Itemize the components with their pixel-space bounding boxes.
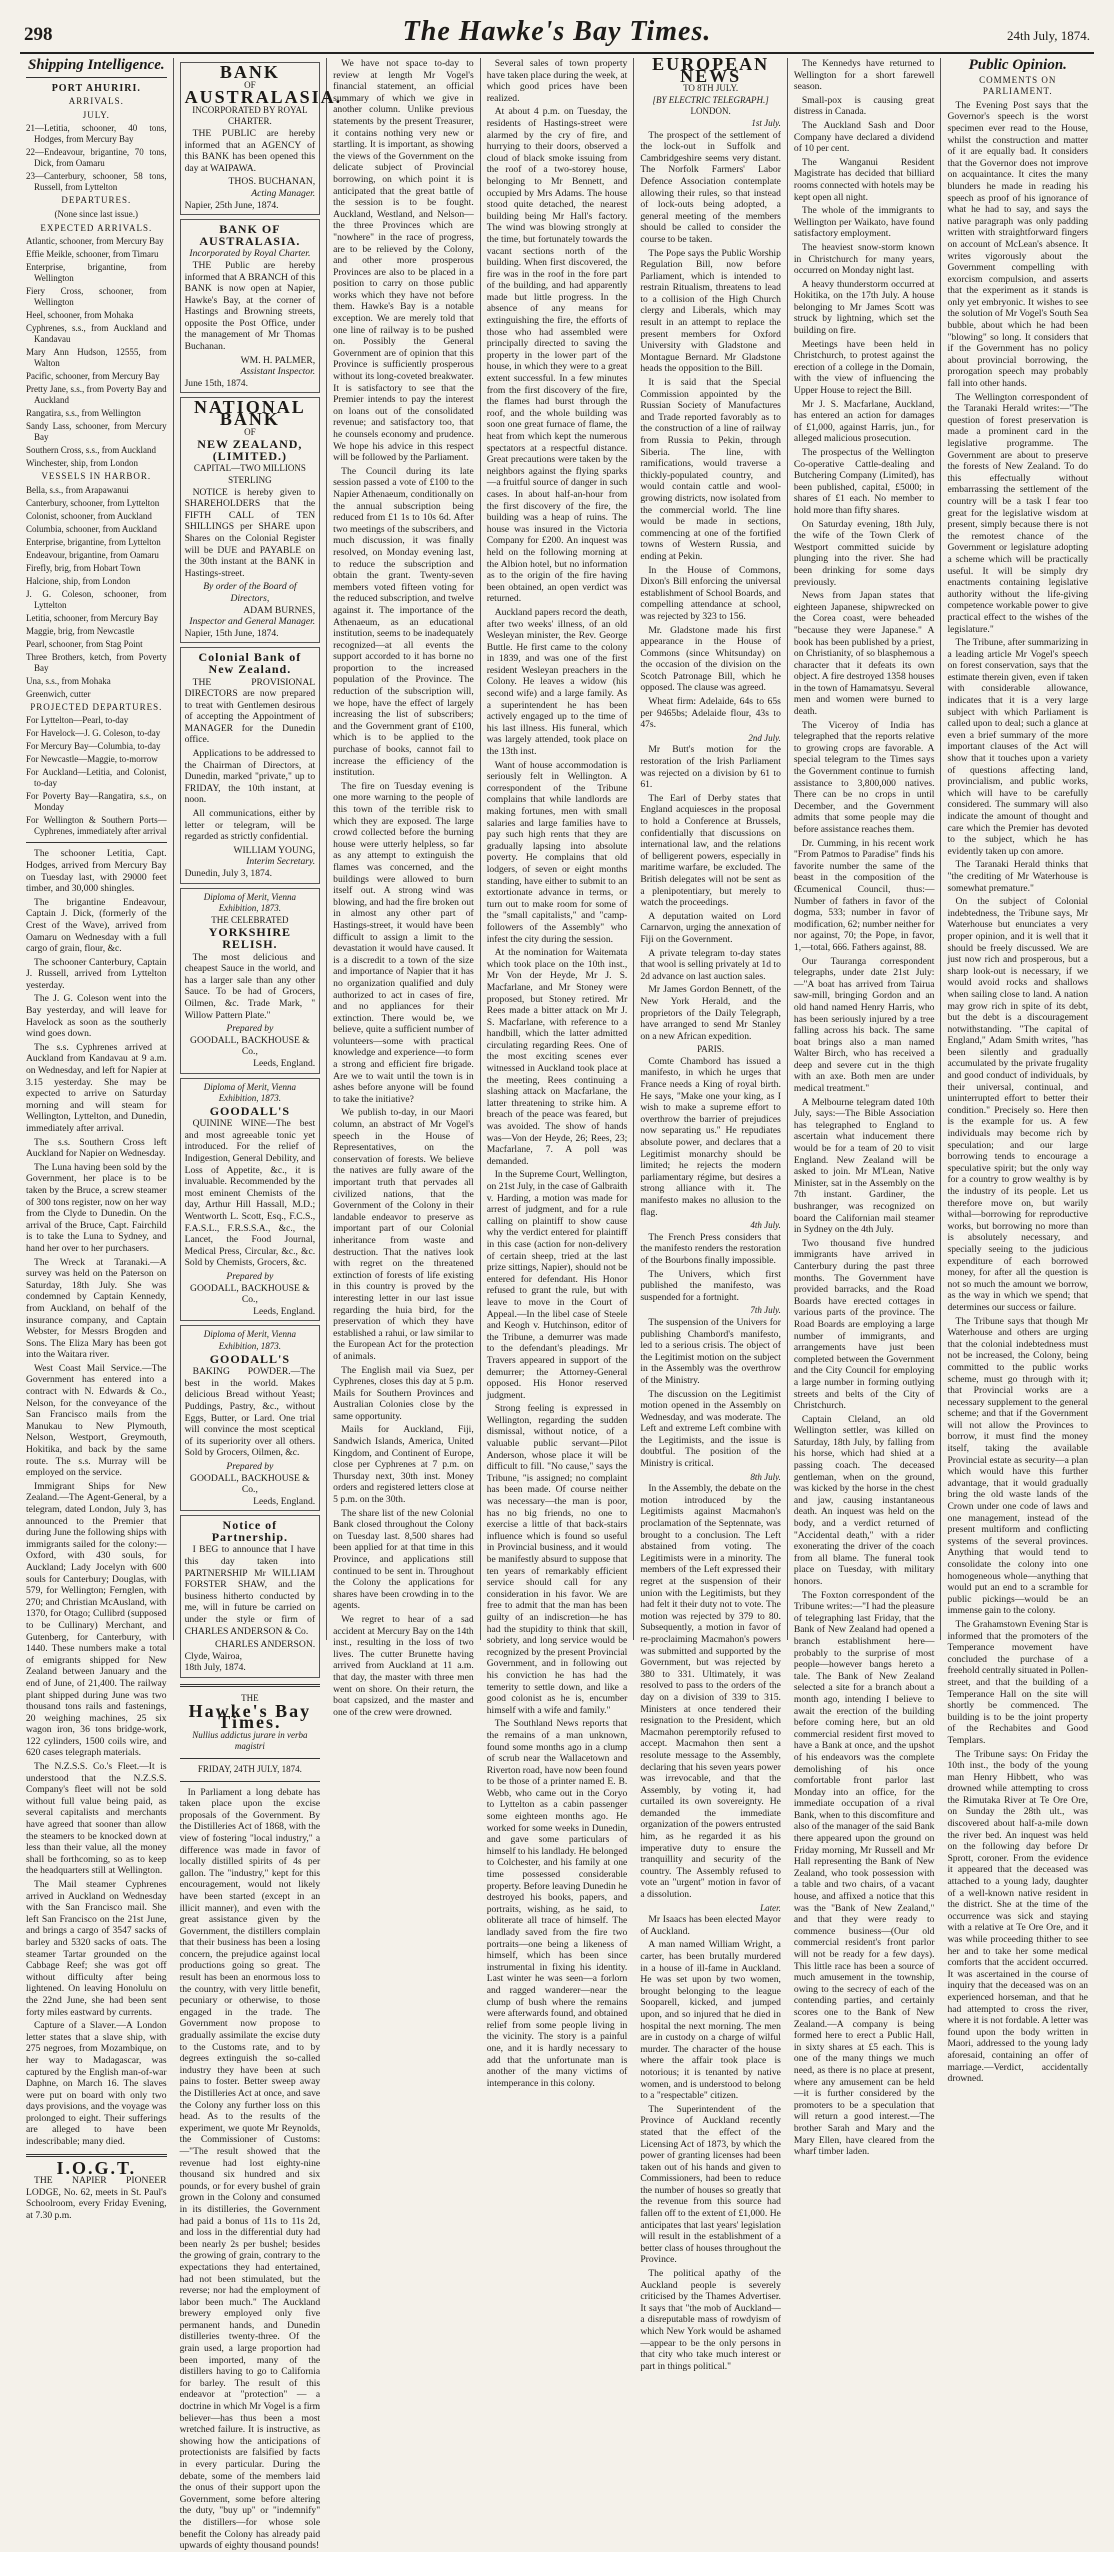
- expected-entry: Rangatira, s.s., from Wellington: [26, 408, 141, 419]
- european-news-body: [640, 130, 781, 2373]
- dateline: Later.: [760, 1902, 781, 1913]
- page-number: 298: [24, 24, 53, 45]
- shipping-paragraph: The brigantine Endeavour, Captain J. Dick, (formerly of the Crest of the Wave), arrived from Oamaru on Wednesday with a full cargo of grain, flour, &c.: [26, 896, 167, 955]
- expected-entry: Sandy Lass, schooner, from Mercury Bay: [26, 421, 167, 443]
- opinion-paragraph: On the subject of Colonial indebtedness, the Tribune says, Mr Waterhouse but enunciates a very proper opinion, and it is well that it should be freely discussed. We are just now rich and prosperous, but a sharp look-out is necessary, if we would avoid rocks and shallows when sailing close to land. A nation may grow rich in spite of its debt, but the debt is a discouragement notwithstanding. "The capital of England," Adam Smith writes, "has been silently and gradually accumulated by the private frugality and good conduct of individuals, by their universal, continual, and uninterrupted effort to better their condition." Precisely so. Here then is the example for us. A few individuals may become rich by speculation; and our large borrowing tends to encourage a speculative spirit; but the only way for a country to grow wealthy is by the industry of its people. Let us therefore move on, but warily withal—borrowing for reproductive works, but borrowing no more than is absolutely necessary, and specially seeing to the judicious expenditure of each borrowed money, for after all the question is not so much the amount we borrow, as the way in which we spend; that determines our success or failure.: [947, 896, 1089, 1313]
- ad-date: June 15th, 1874.: [184, 377, 249, 389]
- european-paragraph: Mr Butt's motion for the restoration of the Irish Parliament was rejected on a division by 61 to 61.: [640, 744, 781, 791]
- shipping-paragraph: The J. G. Coleson went into the Bay yesterday, and will leave for Havelock as soon as the southerly wind goes down.: [26, 993, 167, 1040]
- ad-title: YORKSHIRE RELISH.: [208, 925, 292, 951]
- harbour-entry: Canterbury, schooner, from Lyttelton: [26, 497, 160, 508]
- ad-of: OF: [244, 426, 256, 437]
- dateline: PARIS.: [697, 1044, 725, 1055]
- shipping-paragraph: The schooner Canterbury, Captain J. Russell, arrived from Lyttelton yesterday.: [26, 956, 167, 991]
- expected-heading: EXPECTED ARRIVALS.: [40, 222, 153, 233]
- expected-entry: Mary Ann Hudson, 12555, from Walton: [26, 347, 167, 369]
- dateline: 8th July.: [750, 1471, 781, 1482]
- projected-heading: PROJECTED DEPARTURES.: [30, 701, 163, 712]
- shipping-paragraph: West Coast Mail Service.—The Government has entered into a contract with N. Edwards & Co., Nelson, for the conveyance of the San Francisco mails from the Manukau to New Plymouth, Nelson, Westport, Greymouth, Hokitika, and back by the same route. The s.s. Murray will be employed on the service.: [26, 1362, 167, 1479]
- european-paragraph: The discussion on the Legitimist motion opened in the Assembly on Wednesday, and was moderate. The Left and extreme Left combine with the Legitimists, and the issue is doubtful. The position of the Ministry is critical.: [640, 1388, 781, 1470]
- ad-maker: GOODALL, BACKHOUSE & Co.,: [190, 1472, 310, 1496]
- ad-prepared: Prepared by: [226, 1271, 274, 1282]
- baking-powder-ad: [180, 1325, 321, 1511]
- editorial-motto: Nullius addictus jurare in verba magistri: [192, 1729, 308, 1752]
- european-paragraph: The Univers, which first published the manifesto, was suspended for a fortnight.: [640, 1268, 781, 1303]
- european-paragraph: Wheat firm: Adelaide, 64s to 65s per 9465bs; Adelaide flour, 43s to 47s.: [640, 696, 781, 731]
- news-paragraph: Small-pox is causing great distress in Canada.: [793, 94, 935, 118]
- dateline: 4th July.: [750, 1220, 781, 1231]
- partnership-notice: [180, 1515, 321, 1678]
- european-paragraph: The French Press considers that the manifesto renders the restoration of the Bourbons finally impossible.: [640, 1231, 781, 1266]
- shipping-news: [26, 848, 167, 2147]
- ad-diploma: Diploma of Merit, Vienna Exhibition, 1873.: [203, 1329, 297, 1351]
- local-paragraph: Strong feeling is expressed in Wellington, regarding the sudden dismissal, without notice, of a valuable public servant—Pilot Anderson, whose place it will be difficult to fill. "No cause," says the Tribune, "is assigned; no complaint has been made. Of course neither was necessary—the man is poor, has no big friends, no one to exercise a little of that back-stairs influence which is found so useful in Provincial business, and it would be manifestly absurd to suppose that ten years of remarkably efficient service should call for any consideration in his favor. We are free to admit that the man has been guilty of an indiscretion—he has had the stupidity to think that skill, sobriety, and long service would be recognized by the present Provincial Government, and in following out his conviction he has had the temerity to settle down, and like a good colonist as he is, encumber himself with a wife and family.": [486, 1403, 628, 1716]
- departures-note: (None since last issue.): [54, 208, 139, 219]
- ad-signer-role: Acting Manager.: [251, 187, 316, 199]
- ad-title: NATIONAL BANK: [194, 397, 306, 430]
- ad-title: Colonial Bank of New Zealand.: [198, 650, 302, 676]
- european-paragraph: Mr. Gladstone made his first appearance in the House of Commons (since Whitsunday) on the occasion of the division on the Scotch Patronage Bill, which he opposed. The clause was agreed.: [640, 624, 781, 694]
- ad-diploma: Diploma of Merit, Vienna Exhibition, 1873.: [203, 1081, 297, 1104]
- ad-date: Dunedin, July 3, 1874.: [184, 868, 272, 879]
- opinion-paragraph: The Tribune says that though Mr Waterhouse and others are urging that the colonial indebtedness must not be increased, the Colony, being committed to the public works scheme, must go through with it; that Provincial works are a necessary supplement to the general scheme; and that if the Government will not allow the Provinces to borrow, it must find the money itself, taking the available Provincial estate as security—a plan which would have this further advantage, that it would gradually bring the old waste lands of the Crown under one code of laws and one management, instead of the present multiform and conflicting systems of the several provinces. Anything that would tend to consolidate the colony into one homogeneous whole—anything that would put an end to a scramble for public pickings—would be an immense gain to the colony.: [947, 1315, 1089, 1617]
- news-paragraph: The heaviest snow-storm known in Christchurch for many years, occurred on Monday night last.: [793, 241, 935, 277]
- ad-prepared: Prepared by: [226, 1023, 274, 1035]
- expected-entry: Atlantic, schooner, from Mercury Bay: [26, 236, 164, 247]
- ad-signer: CHARLES ANDERSON.: [214, 1639, 316, 1651]
- departure-entry: For Poverty Bay—Rangatira, s.s., on Monday: [26, 791, 167, 813]
- ad-title: BANK: [219, 62, 280, 82]
- ad-signer-role: Assistant Inspector.: [240, 366, 316, 378]
- harbour-entry: Colonist, schooner, from Auckland: [26, 510, 152, 521]
- national-bank-ad: [180, 397, 321, 643]
- editorial-body: [180, 1787, 321, 2552]
- ad-place: Clyde, Wairoa,: [184, 1650, 242, 1662]
- harbour-entry: Enterprise, brigantine, from Lyttelton: [26, 536, 161, 547]
- issue-date: 24th July, 1874.: [1007, 28, 1090, 43]
- shipping-paragraph: The N.Z.S.S. Co.'s Fleet.—It is understood that the N.Z.S.S. Company's fleet will not be sold without full value being paid, as several capitalists and merchants have agreed that sooner than allow the steamers to be knocked down at less than their value, all the money shall be forthcoming, so as to keep the headquarters still at Wellington.: [26, 1761, 167, 1877]
- expected-entry: Fiery Cross, schooner, from Wellington: [26, 286, 167, 308]
- ad-date: 18th July, 1874.: [184, 1662, 246, 1674]
- european-paragraph: The Earl of Derby states that England acquiesces in the proposal to hold a Conference at Brussels, confidentially that discussions on international law, and the relations of belligerent powers, especially in maritime warfare, be excluded. The British delegates will not be sent as a plenipotentiary, but merely to watch the proceedings.: [640, 792, 781, 909]
- news-paragraph: The Wanganui Resident Magistrate has decided that billiard rooms connected with hotels may be kept open all night.: [793, 156, 935, 203]
- dateline: 7th July.: [750, 1305, 781, 1316]
- local-paragraph: The Southland News reports that the remains of a man unknown, found some months ago in a clump of scrub near the Wallacetown and Riverton road, have now been found to be those of a printer named E. B. Webb, who came out in the Coryo to Lyttelton as a cabin passenger some eighteen months ago. He worked for some weeks in Dunedin, and gave some particulars of himself to his landlady. He belonged to Colchester, and his family at one time possessed considerable property. Before leaving Dunedin he destroyed his books, papers, and portraits, wishing, as he said, to obliterate all trace of himself. The landlady saved from the fire two portraits—one being a likeness of himself, which has been since instrumental in fixing his identity. Last winter he was seen—a forlorn and ragged wanderer—near the clump of bush where the remains were afterwards found, and obtained relief from some people living in the vicinity. The story is a painful one, and it is hardly necessary to add that the unfortunate man is another of the many victims of intemperance in this colony.: [486, 1718, 628, 2089]
- yorkshire-relish-ad: [180, 888, 321, 1074]
- ad-body: I BEG to announce that I have this day taken into PARTNERSHIP Mr WILLIAM FORSTER SHAW, and the business hitherto conducted by me, will in future be carried on under the style or firm of CHARLES ANDERSON & Co.: [184, 1544, 316, 1637]
- ad-date: Napier, 15th June, 1874.: [184, 627, 279, 639]
- editorial-paragraph: The fire on Tuesday evening is one more warning to the people of this town of the terrible risk to which they are exposed. The large crowd collected before the burning house were utterly helpless, so far as any attempt to extinguish the flames was concerned, and the buildings were allowed to burn itself out. A strong wind was blowing, and had the fire broken out in almost any other part of Hastings-street, it would have been difficult to assign a limit to the devastation it would have caused. It is a discredit to a town of the size and importance of Napier that it has no organization qualified and duly authorized to act in cases of fire, and no appliances for their extinction. There would be, we believe, quite a sufficient number of volunteers—some with practical knowledge and experience—to form a strong and efficient fire brigade. Are we to wait until the town is in ashes before anyone will be found to take the initiative?: [333, 780, 474, 1105]
- local-paragraph: Want of house accommodation is seriously felt in Wellington. A correspondent of the Tribune complains that while landlords are making fortunes, men with small salaries and large families have to pay such high rents that they are gradually lapsing into absolute poverty. He complains that old lodgers, of seven or eight months standing, have either to submit to an extortionate advance in terms, or turn out to make room for some of the "small capitalists," and "camp-followers of the Assembly" who infest the city during the session.: [486, 759, 628, 945]
- ad-body-2: Applications to be addressed to the Chairman of Directors, at Dunedin, marked "private," up to FRIDAY, the 10th instant, at noon.: [184, 748, 316, 806]
- expected-entry: Cyphrenes, s.s., from Auckland and Kandavau: [26, 323, 167, 345]
- departure-entry: For Auckland—Letitia, and Colonist, to-day: [26, 767, 167, 789]
- departure-entry: For Newcastle—Maggie, to-morrow: [26, 754, 158, 765]
- ad-body: THE Public are hereby informed that A BRANCH of this BANK is now open at Napier, Hawke's Bay, at the corner of Hastings and Browning streets, opposite the Post Office, under the management of Mr Thomas Buchanan.: [184, 259, 316, 353]
- harbour-entry: Endeavour, brigantine, from Oamaru: [26, 549, 159, 560]
- harbour-entry: Three Brothers, ketch, from Poverty Bay: [26, 651, 167, 673]
- ad-signer: THOS. BUCHANAN,: [228, 176, 316, 188]
- expected-entry: Heel, schooner, from Mohaka: [26, 310, 134, 321]
- quinine-wine-ad: [180, 1078, 321, 1322]
- european-paragraph: The prospect of the settlement of the lock-out in Suffolk and Cambridgeshire seems very distant. The Norfolk Farmers' Labor Defence Association contemplate allowing their rules, so that instead of lock-outs being adopted, a general meeting of the members should be called to consider the course to be taken.: [640, 129, 781, 245]
- opinion-paragraph: The Wellington correspondent of the Taranaki Herald writes:—"The question of forest preservation is made a prominent card in the legislative programme. The Government are about to preserve the forests of New Zealand. To do this effectually without embarrassing the settlement of the country will be a task I fear too great for the legislative wisdom at present, simply because there is not the remotest chance of the Government or legislature adopting a scheme which will be practically useful. It will be simply dry enactments containing legislative authority without the life-giving competence workable power to give practical effect to the wishes of the legislature.": [947, 391, 1089, 635]
- iogt-text: THE NAPIER PIONEER LODGE, No. 62, meets in St. Paul's Schoolroom, every Friday Evening, at 7.30 p.m.: [26, 2175, 167, 2222]
- european-by: [BY ELECTRIC TELEGRAPH.]: [652, 94, 769, 105]
- ad-body: THE PUBLIC are hereby informed that an AGENCY of this BANK has been opened this day at WAIPAWA.: [184, 127, 316, 174]
- editorial-paragraph: The English mail via Suez, per Cyphrenes, closes this day at 5 p.m. Mails for Southern Provinces and Australian Colonies close by the same opportunity.: [333, 1364, 474, 1422]
- projected-list: [26, 715, 167, 837]
- editorial-paragraph: In Parliament a long debate has taken place upon the excise proposals of the Government. By the Distilleries Act of 1868, with the view of fostering "local industry," a difference was made in favor of locally distilled spirits of 4s per gallon. The "industry," kept for this encouragement, would not likely have been started (except in an illicit manner), and even with the great assistance given by the Government, the distillers complain that their business has been a losing concern, the prejudice against local productions going so great. The result has been an enormous loss to the country, with very little benefit, pecuniary or otherwise, to those engaged in the trade. The Government now propose to gradually assimilate the excise duty to the Customs rate, and to by degrees extinguish the so-called industry they have been at such pains to foster. Better sweep away the Distilleries Act at once, and save the Colony any further loss on this head. As to the results of the experiment, we quote Mr Reynolds, the Commissioner of Customs:—"The result showed that the revenue had lost eighty-nine thousand six hundred and six pounds, or for every bushel of grain grown in the Colony and consumed in its distilleries, the Government had paid a bonus of 11s to 11s 2d, and loss in the differential duty had been nearly 2s per bushel; besides the growing of grain, contrary to the expectations they had entertained, had not been stimulated, but the reverse; nor had the employment of labor been much." The Auckland brewery employed only five permanent hands, and Dunedin distilleries twenty-three. Of the grain used, a large proportion had been imported, many of the distillers having to go to California for barley. The result of this endeavor at "protection" — a doctrine in which Mr Vogel is a firm believer—has thus been a most wretched failure. It is instructive, as showing how the anticipations of protectionists are falsified by facts in every particular. During the debate, some of the members laid the onus of their support upon the Government, some before altering the duty, "buy up" or "indemnify" the distillers—for whose sole benefit the Colony has already paid upwards of eighty thousand pounds!: [179, 1786, 321, 2552]
- ad-celebrated: THE CELEBRATED: [211, 914, 289, 925]
- departure-entry: For Lyttelton—Pearl, to-day: [26, 715, 129, 726]
- news-paragraph: Mr J. S. Macfarlane, Auckland, has entered an action for damages of £1,000, against Harris, jun., for alleged malicious prosecution.: [793, 398, 935, 445]
- shipping-paragraph: The Luna having been sold by the Government, her place is to be taken by the Bruce, a screw steamer of 300 tons register, now on her way from the Clyde to Dunedin. On the arrival of the Bruce, Capt. Fairchild is to take the Luna to Sydney, and hand her over to her purchasers.: [26, 1161, 167, 1254]
- local-paragraph: At the nomination for Waitemata which took place on the 10th inst., Mr Von der Heyde, Mr J. S. Macfarlane, and Mr Stoney were proposed, but Stoney retired. Mr Rees made a bitter attack on Mr J. S. Macfarlane, with reference to a handbill, which the latter admitted circulating regarding Rees. One of the most exciting scenes ever witnessed in Auckland took place at the meeting, Rees continuing a slashing attack on Macfarlane, the latter threatening to strike him. A breach of the peace was feared, but was avoided. The show of hands was—Von der Heyde, 26; Rees, 23; Macfarlane, 7. A poll was demanded.: [486, 947, 628, 1167]
- columns: [20, 54, 1094, 2552]
- european-date: 1st July.: [751, 117, 781, 128]
- expected-list: [26, 236, 167, 469]
- news-paragraph: The Auckland Sash and Door Company have declared a dividend of 10 per cent.: [793, 119, 935, 155]
- ad-title: GOODALL'S: [209, 1103, 291, 1118]
- ad-prepared: Prepared by: [226, 1460, 274, 1472]
- european-paragraph: Comte Chambord has issued a manifesto, in which he urges that France needs a King of royal birth. He says, "Make one your king, as I wish to make a supreme effort to overthrow the barrier of prejudices now separating us." He repudiates absolute power, and declares that a Legitimist monarchy should be limited; he rejects the modern parliamentary régime, but desires a strong alliance with it. The manifesto makes no allusion to the flag.: [640, 1055, 781, 1218]
- iogt-title: I.O.G.T.: [56, 2157, 137, 2178]
- harbour-entry: Una, s.s., from Mohaka: [26, 675, 111, 686]
- ad-by-order: By order of the Board of Directors,: [203, 581, 297, 604]
- bank-australasia-branch-ad: [180, 219, 321, 393]
- news-paragraph: The prospectus of the Wellington Co-operative Cattle-dealing and Butchering Company (Limited), has been published, capital, £5000; in shares of £1 each. No member to hold more than fifty shares.: [793, 447, 935, 516]
- european-paragraph: It is said that the Special Commission appointed by the Russian Society of Manufactures and Trade reported favorably as to the construction of a line of railway from Russia to Pekin, through Siberia. The line, with ramifications, would traverse a thickly-populated country, and would contain cattle and wool-growing districts, now isolated from the commercial world. The line would be made in sections, commencing at one of the fortified towns of Western Russia, and ending at Pekin.: [640, 377, 781, 562]
- european-paragraph: The Superintendent of the Province of Auckland recently stated that the effect of the Licensing Act of 1873, by which the power of granting licenses had been taken out of his hands and given to Commissioners, had been to reduce the number of houses so greatly that the revenue from this source had fallen off to the extent of £1,000. He anticipates that last years' legislation will result in the establishment of a better class of houses throughout the Province.: [640, 2103, 781, 2266]
- misc-news: [794, 58, 935, 2158]
- european-paragraph: In the House of Commons, Dixon's Bill enforcing the universal establishment of School Boards, and compelling attendance at school, was rejected by 323 to 156.: [640, 564, 781, 622]
- news-paragraph: The whole of the immigrants to Wellington per Waikato, have found satisfactory employment.: [793, 205, 935, 240]
- ad-capital: CAPITAL—TWO MILLIONS STERLING: [193, 463, 306, 485]
- month-label: JULY.: [82, 109, 110, 120]
- ad-title: Notice of Partnership.: [211, 1518, 289, 1544]
- opinion-paragraph: The Grahamstown Evening Star is informed that the promoters of the Temperance movement have concluded the purchase of a freehold centrally situated in Pollen-street, and that the building of a Temperance Hall on the site will shortly be commenced. The building is to be the joint property of the Rechabites and Good Templars.: [947, 1618, 1089, 1746]
- editorial-paragraph: The Council during its late session passed a vote of £100 to the Napier Athenaeum, conditionally on the annual subscription being reduced from £1 1s to 10s 6d. After two meetings of the subscribers, and much discussion, it was finally resolved, on Monday evening last, to reduce the subscription and obtain the grant. Twenty-seven members voted fifteen voting for the reduced subscription, and twelve against it. The importance of the Athenaeum, as an educational institution, seems to be inadequately recognized—at all events the support accorded to it has borne no proportion to the increased population of the Province. The reduction of the subscription will, we hope, have the effect of largely increasing the list of subscribers; and the Government grant of £100, which is to be applied to the purchase of books, cannot fail to increase the efficiency of the institution.: [333, 465, 474, 779]
- european-paragraph: The Pope says the Public Worship Regulation Bill, now before Parliament, which is intended to restrain Ritualism, threatens to lead to a collision of the High Church clergy and Liberals, which may result in an attempt to replace the present members for Oxford University with Gladstone and Montague Bernard. Mr Gladstone heads the opposition to the Bill.: [640, 247, 781, 375]
- shipping-paragraph: The Mail steamer Cyphrenes arrived in Auckland on Wednesday with the San Francisco mail. She left San Francisco on the 21st June, and brings a cargo of 3547 sacks of barley and 5320 sacks of oats. The steamer Tartar grounded on the Cabbage Reef; she was got off without difficulty after being lightened. On leaving Honolulu on the 22nd June, she had been sent forty miles eastward by currents.: [26, 1879, 167, 2018]
- shipping-paragraph: The Wreck at Taranaki.—A survey was held on the Paterson on Saturday, 18th July. She was condemned by Captain Kennedy, from Auckland, on behalf of the insurance company, and Captain Webster, for Messrs Brogden and Sons. The Eliza Mary has been got into the Waitara river.: [26, 1256, 167, 1361]
- editorial-date: FRIDAY, 24TH JULY, 1874.: [197, 1763, 302, 1774]
- ad-body: BAKING POWDER.—The best in the world. Makes delicious Bread without Yeast; Puddings, Pastry, &c., without Eggs, Butter, or Lard. One trial will convince the most sceptical of its superiority over all others. Sold by Grocers, Oilmen, &c.: [184, 1366, 316, 1459]
- opinion-paragraph: The Evening Post says that the Governor's speech is the worst specimen ever read to the House, whilst the construction and matter of it are equally bad. It considers that the Governor does not improve on acquaintance. It cites the many blunders he made in reading his speech as proof of his ignorance of what he had to say, and says the native paragraph was only padding written with straightforward fingers on account of McLean's absence. It writes vigorously about the Government compelling with exorcism compulsion, and asserts that the experiment as it stands is only yet embryonic. It wishes to see the solution of Mr Vogel's South Sea bubble, about which he had been "blowing" so long. It considers that if the Government has no policy about provincial borrowing, the prorogation speech may probably fall into other hands.: [947, 99, 1089, 390]
- european-subtitle: TO 8TH JULY.: [683, 83, 739, 94]
- editorial-the: THE: [241, 1693, 259, 1703]
- harbour-entry: J. G. Coleson, schooner, from Lyttelton: [26, 588, 167, 610]
- ad-body: NOTICE is hereby given to SHAREHOLDERS that the FIFTH CALL of TEN SHILLINGS per SHARE upon Shares on the Colonial Register will be DUE and PAYABLE on the 30th instant at the BANK in Hastings-street.: [184, 486, 316, 579]
- news-paragraph: News from Japan states that eighteen Japanese, shipwrecked on the Corea coast, were beheaded "because they were Japanese." A book has been published by a priest, on Christianity, of so blasphemous a character that it defeats its own object. A fire destroyed 1358 houses in the town of Hamamatsyu. Several men and women were burned to death.: [793, 590, 935, 718]
- shipping-heading: Shipping Intelligence.: [27, 57, 165, 73]
- public-opinion-body: [947, 100, 1088, 2085]
- ad-signer-role: Interim Secretary.: [246, 856, 316, 868]
- ad-signer: WM. H. PALMER,: [240, 354, 316, 366]
- ad-title: GOODALL'S: [209, 1351, 291, 1366]
- european-paragraph: A man named William Wright, a carter, has been brutally murdered in a house of ill-fame in Auckland. He was set upon by two women, brought belonging to the league Sooparell, kicked, and jumped upon, and so injured that he died in hospital the next morning. The men are in custody on a charge of wilful murder. The character of the house where the affair took place is notorious; it is tenanted by native women, and is understood to belong to a "respectable" citizen.: [640, 1939, 781, 2102]
- public-opinion-heading: Public Opinion.: [968, 57, 1067, 73]
- expected-entry: Effie Meikle, schooner, from Timaru: [26, 249, 159, 260]
- harbour-entry: Halcione, ship, from London: [26, 575, 131, 586]
- news-paragraph: The Viceroy of India has telegraphed that the reports relative to growing crops are favorable. A special telegram to the Times says the Government continue to furnish assistance to 3,800,000 natives. There can be no crops in until December, and the Government admits that some people may die before assistance reaches them.: [793, 719, 935, 835]
- arrivals-list: [26, 123, 167, 193]
- opinion-paragraph: The Tribune says: On Friday the 10th inst., the body of the young man Henry Hibbett, who was drowned while attempting to cross the Rimutaka River at Te Ore Ore, on Sunday the 28th ult., was discovered about half-a-mile down the river bed. An inquest was held on the following day before Dr Sprott, coroner. From the evidence it appeared that the deceased was attached to a young lady, daughter of a well-known native resident in the district. She at the time of the occurrence was sick and staying with a relative at Te Ore Ore, and it was while proceeding thither to see her and to take her some medical comforts that the accident occurred. It was ascertained in the course of inquiry that the deceased was on an experienced horseman, and that he had attempted to cross the river, where it is not fordable. A letter was found upon the body written in Maori, addressed to the young lady aforesaid, containing an offer of marriage.—Verdict, accidentally drowned.: [947, 1748, 1089, 2085]
- ad-signer: WILLIAM YOUNG,: [233, 844, 316, 856]
- departure-entry: For Mercury Bay—Columbia, to-day: [26, 741, 161, 752]
- arrival-entry: 23—Canterbury, schooner, 58 tons, Russell, from Lyttelton: [26, 171, 167, 193]
- departures-heading: DEPARTURES.: [61, 195, 132, 206]
- column-public-opinion: [941, 57, 1094, 2085]
- ad-city: Leeds, England.: [253, 1495, 316, 1507]
- shipping-paragraph: The s.s. Southern Cross left Auckland for Napier on Wednesday.: [26, 1136, 167, 1160]
- column-local-news: [481, 58, 635, 2089]
- european-paragraph: Mr James Gordon Bennett, of the New York Herald, and the proprietors of the Daily Telegraph, have arranged to send Mr Stanley on a new African expedition.: [640, 984, 781, 1042]
- dateline: 2nd July.: [748, 732, 781, 743]
- news-paragraph: A Melbourne telegram dated 10th July, says:—The Bible Association has telegraphed to England to ascertain what inducement there would be for a team of 20 to visit England. New Zealand will be asked to join. Mr M'Lean, Native Minister, sat in the Assembly on the 7th instant. Gardiner, the bushranger, was recognized on board the Californian mail steamer in Sydney on the 4th July.: [793, 1096, 935, 1236]
- expected-entry: Pretty Jane, s.s., from Poverty Bay and Auckland: [26, 384, 167, 406]
- news-paragraph: The Foxton correspondent of the Tribune writes:—"I had the pleasure of telegraphing last Friday, that the Bank of New Zealand had opened a branch establishment here—probably to the surprise of most people—however bangs hereto a tale. The Bank of New Zealand selected a site for a branch about a month ago, intending I believe to await the erection of the building before coming here, but an old commercial resident first moved to have a Bank at once, and the upshot of his endeavors was the complete demolishing of his once comfortable front parlor last Monday into an office, for the immediate occupation of a rival Bank, when to this discomfiture and also of the manager of the said Bank there appeared upon the ground on Friday morning, Mr Russell and Mr Hall representing the Bank of New Zealand, who took possession with a table and two chairs, of a vacant house, and affixed a notice that this was the "Bank of New Zealand," and that they were ready to commence business—(Our old commercial resident's front parlor will not be ready for a few days). This little race has been a source of much amusement in the township, owing to the secrecy of each of the contending parties, and certainly scores one to the Bank of New Zealand.—A company is being formed here to erect a Public Hall, in sixty shares at £5 each. This is one of the many things we much need, as there is no place at present, where any amusement can be held—it is further considered by the promoters to be a speculation that will return a good interest.—The brother Sarah and Mary and the Mary Ellen, have cleared from the wharf timber laden.: [793, 1589, 935, 2158]
- news-paragraph: A heavy thunderstorm occurred at Hokitika, on the 17th July. A house belonging to Mr James Scott was struck by lightning, which set the building on fire.: [793, 278, 935, 337]
- harbour-entry: Bella, s.s., from Arapawanui: [26, 484, 129, 495]
- local-news: [487, 58, 628, 2089]
- news-paragraph: Dr. Cumming, in his recent work "From Patmos to Paradise" finds his favorite number the same of the beast in the composition of the Œcumenical Council, thus:—Number of fathers in favor of the dogma, 533; number in favor of modification, 62; number neither for nor against, 70; the Pope, in favor, 1,—total, 666. Fathers against, 88.: [793, 837, 935, 953]
- ad-incorporated: Incorporated by Royal Charter.: [189, 248, 311, 260]
- editorial-paragraph: We publish to-day, in our Maori column, an abstract of Mr Vogel's speech in the House of Representatives, on the conservation of forests. We believe the natives are fully aware of the important truth that pervades all civilized nations, that the Government of the Colony in their landable endeavor to preserve as important part of our Colonial inheritance from waste and destruction. That the natives look with regret on the threatened extinction of forests of life existing in this country is proved by the interesting letter in our last issue regarding the huia bird, for the preservation of which they have established a rahui, or law similar to the European Act for the protection of animals.: [333, 1107, 474, 1362]
- ad-title-2: NEW ZEALAND, (LIMITED.): [197, 437, 303, 463]
- ad-signer-role: Inspector and General Manager.: [189, 616, 316, 628]
- harbour-entry: Pearl, schooner, from Stag Point: [26, 638, 143, 649]
- arrival-entry: 22—Endeavour, brigantine, 70 tons, Dick, from Oamaru: [26, 147, 167, 169]
- local-paragraph: At about 4 p.m. on Tuesday, the residents of Hastings-street were alarmed by the cry of fire, and hurrying to their doors, observed a cloud of black smoke issuing from the roof of a two-storey house, belonging to Mr Bennett, and occupied by Mrs Adams. The house stood quite detached, the nearest building being Mr Hall's factory. The wind was blowing strongly at the time, but fortunately towards the vacant sections north of the building. When first discovered, the fire was in the roof in the fore part of the building, and had apparently made but little progress. In the absence of any means for extinguishing the fire, the efforts of those who had assembled were principally directed to saving the property in the lower part of the house, in which they were to a great extent successful. In a few minutes from the first discovery of the fire, the flames had burst through the roof, and the whole building was soon one great furnace of flame, the heat from which kept the numerous spectators at a respectful distance. Great precautions were taken by the neighbors against the flying sparks—a fruitful source of danger in such cases. In about half-an-hour from the first discovery of the fire, the building was a heap of ruins. The house was insured in the Victoria Company for £200. An inquest was held on the following morning at the Albion hotel, but no information as to the origin of the fire having been obtained, an open verdict was returned.: [486, 106, 628, 605]
- newspaper-page: [20, 16, 1094, 2552]
- ad-incorporated: INCORPORATED BY ROYAL CHARTER.: [192, 104, 308, 127]
- news-paragraph: Captain Cleland, an old Wellington settler, was killed on Saturday, 18th July, by falling from his horse, which had shied at a passing coach. The deceased gentleman, when on the ground, was kicked by the horse in the chest and jaw, causing instantaneous death. An inquest was held on the body, and a verdict returned of "Accidental death," with a rider exonerating the driver of the coach from all blame. The funeral took place on Tuesday, with military honors.: [793, 1413, 935, 1587]
- news-paragraph: Meetings have been held in Christchurch, to protest against the erection of a college in the Domain, with the view of influencing the Upper House to reject the Bill.: [793, 338, 935, 397]
- column-european-news: [634, 54, 788, 2372]
- ad-date: Napier, 25th June, 1874.: [184, 199, 279, 211]
- ad-body: The most delicious and cheapest Sauce in the world, and has a larger sale than any other Sauce. To be had of Grocers, Oilmen, &c. Trade Mark, " Willow Pattern Plate.": [184, 951, 316, 1021]
- harbour-entry: Firefly, brig, from Hobart Town: [26, 562, 141, 573]
- ad-body: QUININE WINE—The best and most agreeable tonic yet introduced. For the relief of Indigestion, General Debility, and Loss of Appetite, &c., it is invaluable. Recommended by the most eminent Chemists of the day, Arthur Hill Hassall, M.D.; Wentworth L. Scott, Esq., F.C.S., F.A.S.L., F.R.S.S.A., &c., the Lancet, the Food Journal, Medical Press, Circular, &c., &c. Sold by Chemists, Grocers, &c.: [184, 1118, 316, 1269]
- public-opinion-sub: COMMENTS ON PARLIAMENT.: [979, 74, 1057, 97]
- ad-city: Leeds, England.: [253, 1305, 316, 1317]
- editorial-continued: [333, 58, 474, 1718]
- harbour-heading: VESSELS IN HARBOR.: [41, 471, 152, 482]
- colonial-bank-ad: [180, 647, 321, 883]
- column-editorial: [327, 58, 481, 1718]
- ad-diploma: Diploma of Merit, Vienna Exhibition, 1873.: [203, 891, 297, 914]
- harbour-list: [26, 485, 167, 700]
- ad-of: OF: [244, 79, 256, 90]
- local-paragraph: Several sales of town property have taken place during the week, at which good prices have been realized.: [486, 58, 628, 104]
- shipping-paragraph: The schooner Letitia, Capt. Hodges, arrived from Mercury Bay on Tuesday last, with 29000 feet timber, and 30,000 shingles.: [26, 848, 167, 895]
- editorial-paragraph: We have not space to-day to review at length Mr Vogel's financial statement, an official summary of which we give in another column. Unlike previous statements by the present Treasurer, it contains nothing very new or startling. It is important, as showing the views of the Government on the delicate subject of Provincial borrowing, on which point it is anticipated that the great battle of the session is to be fought. Auckland, Westland, and Nelson—the three Provinces which are "nowhere" in the race of progress, are to be relieved by the Colony, and other more prosperous Provinces are also to be placed in a position to carry on those public works which they have not before them. Hawke's Bay is a notable exception. We are merely told that one line of railway is to be pushed on. Possibly the General Government are of opinion that this Province is sufficiently prosperous without its long-coveted breakwater. It is satisfactory to see that the Premier intends to pay the interest on loans out of the consolidated revenue; and satisfactory too, that he counsels economy and prudence. We hope his advice in this respect will be followed by the Parliament.: [333, 58, 474, 464]
- ad-signer: ADAM BURNES,: [243, 604, 316, 616]
- newspaper-title: The Hawke's Bay Times.: [402, 16, 712, 47]
- european-paragraph: Mr Isaacs has been elected Mayor of Auckland.: [640, 1914, 781, 1937]
- bank-australasia-ad: [180, 62, 343, 215]
- shipping-paragraph: Immigrant Ships for New Zealand.—The Agent-General, by a telegram, dated London, July 3, has announced to the Premier that during June the following ships with immigrants sailed for the colony:—Oxford, with 430 souls, for Auckland; Lady Jocelyn with 600 souls for Canterbury; Douglas, with 579, for Wellington; Fernglen, with 270; and Christian McAusland, with 1370, for Otago; Cullibrd (supposed to be Cullinary) Merchant, and Gutenberg, for Canterbury, with 1440. These numbers make a total of emigrants shipped for New Zealand between January and the end of June, of 21,400. The railway plant shipped during June was two thousand tons rails and fastenings, 20 weighing machines, 25 six wagon iron, 36 tons bridge-work, 122 cylinders, 1500 coils wire, and 620 cases telegraph materials.: [26, 1480, 167, 1759]
- news-paragraph: Two thousand five hundred immigrants have arrived in Canterbury during the past three months. The Government have provided barracks, and the Road Boards have erected cottages in various parts of the province. The Road Boards are employing a large number of immigrants, and arrangements have just been completed between the Government and the City Council for employing a large number in forming outlying streets and belts of the City of Christchurch.: [793, 1237, 935, 1412]
- opinion-paragraph: The Taranaki Herald thinks that "the crediting of Mr Waterhouse is somewhat premature.": [947, 859, 1089, 894]
- editorial-paragraph: The share list of the new Colonial Bank closed throughout the Colony on Tuesday last. 8,500 shares had been applied for at that time in this Province, and applications still continued to be sent in. Throughout the Colony the applications for shares have been crowding in to the agents.: [333, 1507, 474, 1612]
- ad-maker: GOODALL, BACKHOUSE & Co.,: [190, 1034, 310, 1058]
- harbour-entry: Letitia, schooner, from Mercury Bay: [26, 612, 159, 623]
- news-paragraph: On Saturday evening, 18th July, the wife of the Town Clerk of Westport committed suicide by plunging into the river. She had been drinking for some days previously.: [793, 518, 935, 588]
- news-paragraph: Our Tauranga correspondent telegraphs, under date 21st July:—"A boat has arrived from Tairua saw-mill, bringing Gordon and an old hand named Henry Harris, who has been seriously injured by a tree falling across his back. The same boat brings also a man named Walter Birch, who has received a deep and severe cut in the thigh with an axe. Both men are under medical treatment.": [793, 955, 935, 1095]
- news-paragraph: The Kennedys have returned to Wellington for a short farewell season.: [793, 58, 935, 93]
- harbour-entry: Maggie, brig, from Newcastle: [26, 625, 135, 636]
- departure-entry: For Wellington & Southern Ports—Cyphrenes, immediately after arrival: [26, 815, 167, 837]
- expected-entry: Southern Cross, s.s., from Auckland: [26, 445, 156, 456]
- arrival-entry: 21—Letitia, schooner, 40 tons, Hodges, from Mercury Bay: [26, 123, 167, 145]
- ad-body-3: All communications, either by letter or telegram, will be regarded as strictly confidential.: [184, 808, 316, 843]
- column-shipping: [20, 57, 174, 2222]
- ad-city: Leeds, England.: [253, 1057, 316, 1069]
- expected-entry: Winchester, ship, from London: [26, 458, 139, 469]
- european-paragraph: The suspension of the Univers for publishing Chambord's manifesto, led to a serious crisis. The object of the Legitimist motion on the subject in the Assembly was the overthrow of the Ministry.: [640, 1316, 781, 1386]
- harbour-entry: Columbia, schooner, from Auckland: [26, 523, 157, 534]
- masthead: [20, 16, 1094, 54]
- european-paragraph: A private telegram to-day states that wool is selling privately at 1d to 2d advance on last auction sales.: [640, 947, 781, 982]
- departure-entry: For Havelock—J. G. Coleson, to-day: [26, 728, 161, 739]
- shipping-paragraph: The s.s. Cyphrenes arrived at Auckland from Kandavau at 9 a.m. on Wednesday, and left for Napier at 3.15 yesterday. She may be expected to arrive on Saturday morning and will steam for Wellington, Lyttelton, and Dunedin, immediately after arrival.: [26, 1041, 167, 1134]
- arrivals-heading: ARRIVALS.: [68, 96, 124, 107]
- european-paragraph: The political apathy of the Auckland people is severely criticised by the Thames Advertiser. It says that "the mob of Auckland—a disreputable mass of rowdyism of which New York would be ashamed—appear to be the only persons in that city who take much interest or part in things political.": [640, 2268, 781, 2372]
- local-paragraph: Auckland papers record the death, after two weeks' illness, of an old Wesleyan minister, the Rev. George Buttle. He first came to the colony in 1839, and was one of the first resident Wesleyan preachers in the Colony. He leaves a widow (his second wife) and a large family. As a superintendent he has been actively engaged up to the time of his last illness. His funeral, which was largely attended, took place on the 13th inst.: [486, 606, 628, 758]
- expected-entry: Pacific, schooner, from Mercury Bay: [26, 371, 160, 382]
- editorial-paragraph: Mails for Auckland, Fiji, Sandwich Islands, America, United Kingdom, and Continent of Europe, close per Cyphrenes at 7 p.m. on Thursday next, 30th inst. Money orders and registered letters close at 5 p.m. on the 30th.: [333, 1424, 474, 1506]
- column-misc-news: [788, 58, 942, 2158]
- editorial-masthead: Hawke's Bay Times.: [188, 1700, 312, 1733]
- european-paragraph: In the Assembly, the debate on the motion introduced by the Legitimists against Macmahon's proclamation of the Septennate, was brought to a conclusion. The Left abstained from voting. The Legitimists were in a minority. The members of the Left expressed their regret at the suspension of their union with the Legitimists, but they had felt it their duty not to vote. The motion was rejected by 379 to 80. Subsequently, a motion in favor of re-proclaiming Macmahon's powers was submitted and supported by the Government, but was rejected by 380 to 331. Ultimately, it was resolved to pass to the orders of the day on a division of 339 to 315. Ministers at once tendered their resignation to the President, which Macmahon peremptorily refused to accept. Macmahon then sent a resolute message to the Assembly, declaring that his seven years power was irrevocable, and that the Assembly, by voting it, had curtailed its own sovereignty. He demanded the immediate organization of the powers entrusted him, as he regarded it as his imperative duty to ensure the tranquillity and security of the country. The Assembly refused to vote an "urgent" motion in favor of a dissolution.: [640, 1483, 781, 1901]
- ad-maker: GOODALL, BACKHOUSE & Co.,: [190, 1282, 310, 1306]
- column-ads: [174, 58, 343, 2552]
- ad-title-2: AUSTRALASIA.: [184, 87, 343, 108]
- european-place: LONDON.: [690, 106, 731, 117]
- expected-entry: Enterprise, brigantine, from Wellington: [26, 262, 167, 284]
- opinion-paragraph: The Tribune, after summarizing in a leading article Mr Vogel's speech on forest conservation, says that the estimate therein given, even if taken with considerable allowance, indicates that it is a very large subject with which Parliament is called upon to deal; such a glance at even a brief summary of the more important clauses of the Act will show that it touches upon a variety of questions affecting land, provincialism, and public works, which will have to be carefully considered. The summary will also indicate the amount of thought and care which the Premier has devoted to the subject, which he has evidently taken up con amore.: [947, 637, 1089, 857]
- ad-body: THE PROVISIONAL DIRECTORS are now prepared to treat with Gentlemen desirous of accepting the Appointment of MANAGER for the Dunedin office.: [184, 676, 316, 746]
- harbour-entry: Greenwich, cutter: [26, 688, 91, 699]
- local-paragraph: In the Supreme Court, Wellington, on 21st July, in the case of Galbraith v. Harding, a motion was made for arrest of judgment, and for a rule calling on plaintiff to show cause why the verdict entered for plaintiff in this case (action for non-delivery of certain sheep, tried at the last prize sittings, Napier), should not be entered for defendant. His Honor refused to grant the rule, but with leave to move in the Court of Appeal.—In the libel case of Steele and Keogh v. Hutchinson, editor of the Tribune, a demurrer was made to the defendant's pleadings. Mr Travers appeared in support of the demurrer; the Attorney-General opposed. His Honor reserved judgment.: [486, 1169, 628, 1401]
- editorial-paragraph: We regret to hear of a sad accident at Mercury Bay on the 14th inst., resulting in the loss of two lives. The cutter Brunette having arrived from Auckland at 11 a.m. that day, the master with three men went on shore. On their return, the boat capsized, and the master and one of the crew were drowned.: [333, 1613, 474, 1718]
- port-heading: PORT AHURIRI.: [51, 82, 141, 94]
- shipping-paragraph: Capture of a Slaver.—A London letter states that a slave ship, with 275 negroes, from Mozambique, on her way to Madagascar, was captured by the English man-of-war Daphne, on March 16. The slaves were put on board with only two days provisions, and the voyage was prolonged to eight. Their sufferings are alleged to have been indescribable; many died.: [26, 2020, 167, 2148]
- european-paragraph: A deputation waited on Lord Carnarvon, urging the annexation of Fiji on the Government.: [640, 910, 781, 945]
- european-title: EUROPEAN NEWS: [652, 54, 770, 86]
- ad-title: BANK OF AUSTRALASIA.: [199, 222, 301, 248]
